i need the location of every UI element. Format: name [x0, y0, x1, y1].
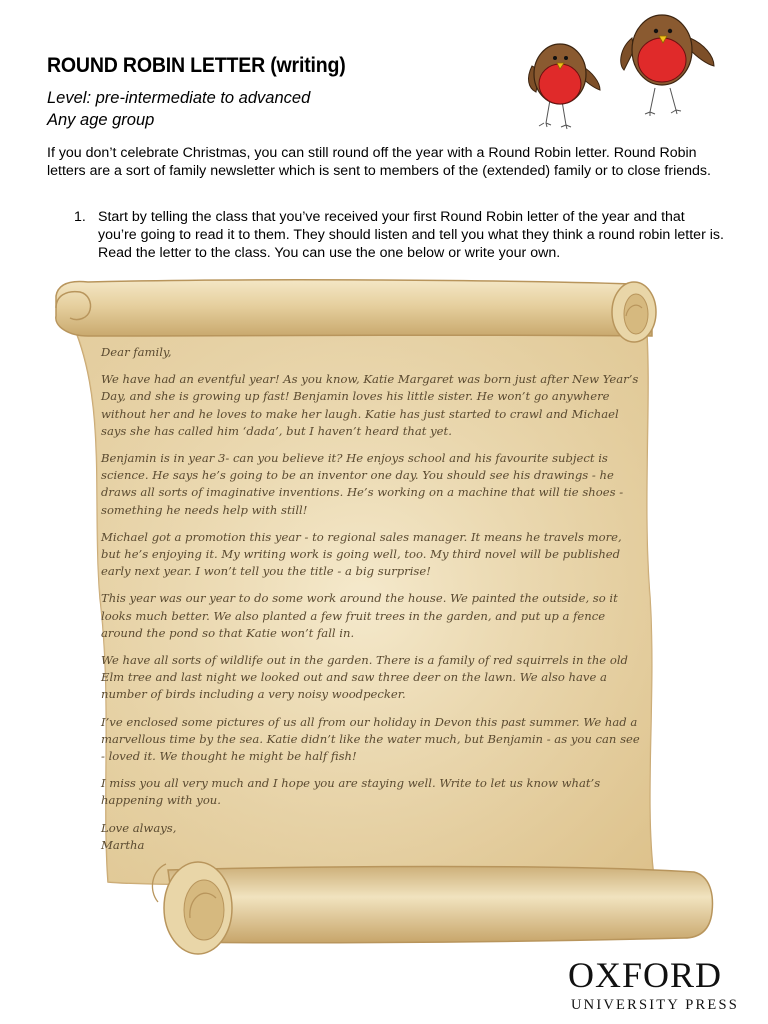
letter-paragraph-6: I’ve enclosed some pictures of us all from our holiday in Devon this past summer. We had a marvellous time by the sea. Katie didn’t like the water much, but Benjamin - as you can see - loved it. We thought he might be half fish! [101, 714, 640, 764]
letter-body [101, 344, 641, 854]
letter-paragraph-2: Benjamin is in year 3- can you believe it? He enjoys school and his favourite subject is science. He says he’s going to be an inventor one day. You should see his drawings - he draws all sorts of imaginative inventions. He’s working on a machine that will tie shoes - something he needs help with still! [101, 451, 624, 517]
letter-paragraph-7: I miss you all very much and I hope you are staying well. Write to let us know what’s happening with you. [101, 776, 601, 808]
letter-paragraph-5: We have all sorts of wildlife out in the garden. There is a family of red squirrels in the old Elm tree and last night we looked out and saw three deer on the lawn. We also have a number of birds including a very noisy woodpecker. [101, 653, 628, 702]
step-text: Start by telling the class that you’ve received your first Round Robin letter of the year and that you’re going to read it to them. They should listen and tell you what they think a round robin letter is. Read the letter to the class. You can use the one below or write your own. [98, 209, 724, 261]
letter-closing: Love always, [101, 820, 177, 835]
letter-greeting: Dear family, [101, 345, 172, 359]
level-subtitle: Level: pre-intermediate to advanced [47, 89, 311, 107]
age-subtitle: Any age group [47, 111, 155, 129]
page-title: ROUND ROBIN LETTER (writing) [47, 54, 346, 77]
oxford-logo: OXFORD [568, 955, 723, 995]
letter-paragraph-3: Michael got a promotion this year - to regional sales manager. It means he travels more, but he’s enjoying it. My writing work is going well, too. My third novel will be published early next year. I won’t tell you the title - a big surprise! [101, 529, 622, 579]
intro-paragraph: If you don’t celebrate Christmas, you can still round off the year with a Round Robin letter. Round Robin letters are a sort of family newsletter which is sent to members of the (extended) family or to close friends. [47, 145, 711, 179]
university-press-logo: UNIVERSITY PRESS [571, 997, 740, 1013]
letter-paragraph-4: This year was our year to do some work around the house. We painted the outside, so it looks much better. We also planted a few fruit trees in the garden, and put up a fence around the pond so that Katie won’t fall in. [101, 591, 618, 640]
robin-left-icon [529, 44, 600, 129]
letter-paragraph-1: We have had an eventful year! As you know, Katie Margaret was born just after New Year’s Day, and she is growing up fast! Benjamin loves his little sister. He won’t go anywhere without her and he loves to make her laugh. Katie has just started to crawl and Michael says she has called him ‘dada’, but I haven’t heard that yet. [101, 372, 639, 438]
robins-illustration [520, 8, 720, 133]
step-number: 1. [74, 209, 86, 225]
robin-right-icon [621, 15, 714, 116]
letter-signature: Martha [101, 837, 145, 852]
